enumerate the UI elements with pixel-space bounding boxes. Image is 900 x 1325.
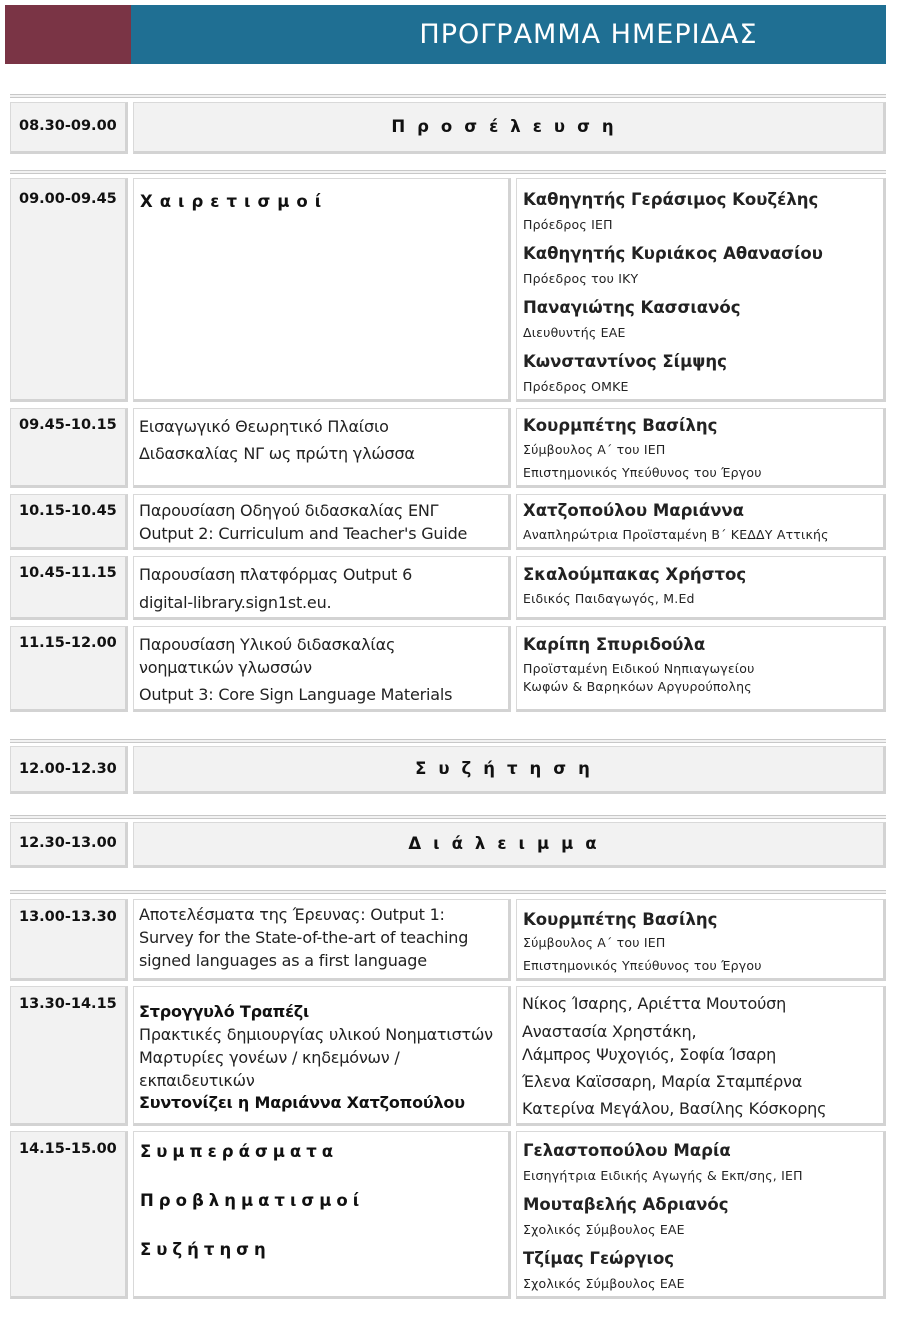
speakers-cell bbox=[516, 494, 886, 550]
session-time: 10.45-11.15 bbox=[19, 565, 117, 581]
session-content bbox=[133, 626, 511, 712]
session-banner bbox=[133, 102, 886, 154]
session-time: 12.00-12.30 bbox=[19, 761, 117, 777]
session-time: 09.45-10.15 bbox=[19, 417, 117, 433]
participant-line: Αναστασία Χρηστάκη, bbox=[522, 1022, 697, 1041]
session-line: Παρουσίαση Οδηγού διδασκαλίας ΕΝΓ bbox=[139, 501, 439, 520]
participant-line: Έλενα Καϊσσαρη, Μαρία Σταμπέρνα bbox=[522, 1072, 803, 1091]
time-cell bbox=[10, 822, 128, 868]
session-time: 12.30-13.00 bbox=[19, 835, 117, 851]
session-line: Output 3: Core Sign Language Materials bbox=[139, 685, 453, 704]
session-line: Παρουσίαση πλατφόρμας Output 6 bbox=[139, 565, 413, 584]
participant-line: Κατερίνα Μεγάλου, Βασίλης Κόσκορης bbox=[522, 1099, 827, 1118]
session-title: Χαιρετισμοί bbox=[140, 192, 329, 211]
session-line: Survey for the State-of-the-art of teaching bbox=[139, 928, 469, 947]
time-cell bbox=[10, 986, 128, 1126]
session-line: Παρουσίαση Υλικού διδασκαλίας bbox=[139, 635, 396, 654]
session-topic: Συζήτηση bbox=[140, 1240, 271, 1259]
session-time: 13.00-13.30 bbox=[19, 909, 117, 925]
divider bbox=[10, 94, 886, 98]
divider bbox=[10, 170, 886, 174]
session-line: νοηματικών γλωσσών bbox=[139, 658, 312, 677]
session-line: signed languages as a first language bbox=[139, 951, 427, 970]
speakers-cell bbox=[516, 1131, 886, 1299]
session-title: Στρογγυλό Τραπέζι bbox=[139, 1002, 310, 1021]
session-content bbox=[133, 494, 511, 550]
session-content bbox=[133, 408, 511, 488]
session-line: Μαρτυρίες γονέων / κηδεμόνων / bbox=[139, 1048, 400, 1067]
session-line: Πρακτικές δημιουργίας υλικού Νοηματιστών bbox=[139, 1025, 493, 1044]
session-time: 14.15-15.00 bbox=[19, 1141, 117, 1157]
speaker-name: Τζίμας Γεώργιος bbox=[523, 1249, 675, 1268]
page-title: ΠΡΟΓΡΑΜΜΑ ΗΜΕΡΙΔΑΣ bbox=[419, 19, 758, 50]
participants-cell bbox=[516, 986, 886, 1126]
speaker-role: Αναπληρώτρια Προϊσταμένη Β΄ ΚΕΔΔΥ Αττικής bbox=[523, 527, 829, 542]
session-banner bbox=[133, 746, 886, 794]
header-accent bbox=[5, 5, 131, 64]
participant-line: Νίκος Ίσαρης, Αριέττα Μουτούση bbox=[522, 994, 787, 1013]
session-line: Output 2: Curriculum and Teacher's Guide bbox=[139, 524, 468, 543]
session-time: 11.15-12.00 bbox=[19, 635, 117, 651]
speaker-name: Παναγιώτης Κασσιανός bbox=[523, 298, 741, 317]
speakers-cell bbox=[516, 178, 886, 402]
speakers-cell bbox=[516, 899, 886, 981]
time-cell bbox=[10, 1131, 128, 1299]
speakers-cell bbox=[516, 408, 886, 488]
speaker-role: Επιστημονικός Υπεύθυνος του Έργου bbox=[523, 465, 762, 480]
time-cell bbox=[10, 556, 128, 620]
divider bbox=[10, 815, 886, 819]
session-topic: Συμπεράσματα bbox=[140, 1142, 339, 1161]
speakers-cell bbox=[516, 556, 886, 620]
time-cell bbox=[10, 408, 128, 488]
time-cell bbox=[10, 626, 128, 712]
speaker-role: Διευθυντής ΕΑΕ bbox=[523, 325, 626, 340]
speaker-name: Καρίπη Σπυριδούλα bbox=[523, 635, 706, 654]
session-content bbox=[133, 556, 511, 620]
session-line: εκπαιδευτικών bbox=[139, 1071, 255, 1090]
speaker-name: Μουταβελής Αδριανός bbox=[523, 1195, 729, 1214]
session-content bbox=[133, 899, 511, 981]
speaker-role: Προϊσταμένη Ειδικού Νηπιαγωγείου bbox=[523, 661, 755, 676]
speaker-role: Πρόεδρος του ΙΚΥ bbox=[523, 271, 639, 286]
speaker-name: Κουρμπέτης Βασίλης bbox=[523, 910, 718, 929]
time-cell bbox=[10, 102, 128, 154]
banner-label: Συζήτηση bbox=[415, 759, 602, 778]
session-content bbox=[133, 986, 511, 1126]
speakers-cell bbox=[516, 626, 886, 712]
session-line: Αποτελέσματα της Έρευνας: Output 1: bbox=[139, 905, 445, 924]
session-content bbox=[133, 1131, 511, 1299]
banner-label: Προσέλευση bbox=[391, 117, 626, 136]
banner-label: Διάλειμμα bbox=[408, 834, 609, 853]
speaker-role: Σύμβουλος Α΄ του ΙΕΠ bbox=[523, 935, 666, 950]
speaker-role: Πρόεδρος ΟΜΚΕ bbox=[523, 379, 629, 394]
participant-line: Λάμπρος Ψυχογιός, Σοφία Ίσαρη bbox=[522, 1045, 777, 1064]
time-cell bbox=[10, 746, 128, 794]
speaker-role: Εισηγήτρια Ειδικής Αγωγής & Εκπ/σης, ΙΕΠ bbox=[523, 1168, 803, 1183]
speaker-role: Επιστημονικός Υπεύθυνος του Έργου bbox=[523, 958, 762, 973]
speaker-name: Κωνσταντίνος Σίμψης bbox=[523, 352, 727, 371]
divider bbox=[10, 739, 886, 743]
session-time: 08.30-09.00 bbox=[19, 118, 117, 134]
time-cell bbox=[10, 899, 128, 981]
time-cell bbox=[10, 494, 128, 550]
speaker-role: Ειδικός Παιδαγωγός, M.Ed bbox=[523, 591, 695, 606]
session-time: 10.15-10.45 bbox=[19, 503, 117, 519]
session-line: Διδασκαλίας ΝΓ ως πρώτη γλώσσα bbox=[139, 444, 415, 463]
speaker-role: Σύμβουλος Α΄ του ΙΕΠ bbox=[523, 442, 666, 457]
moderator: Συντονίζει η Μαριάννα Χατζοπούλου bbox=[139, 1093, 465, 1112]
speaker-name: Σκαλούμπακας Χρήστος bbox=[523, 565, 747, 584]
session-topic: Προβληματισμοί bbox=[140, 1191, 365, 1210]
speaker-name: Γελαστοπούλου Μαρία bbox=[523, 1141, 731, 1160]
session-time: 13.30-14.15 bbox=[19, 996, 117, 1012]
speaker-role: Σχολικός Σύμβουλος ΕΑΕ bbox=[523, 1222, 685, 1237]
divider bbox=[10, 890, 886, 894]
speaker-name: Καθηγητής Κυριάκος Αθανασίου bbox=[523, 244, 823, 263]
speaker-role: Κωφών & Βαρηκόων Αργυρούπολης bbox=[523, 679, 752, 694]
speaker-name: Κουρμπέτης Βασίλης bbox=[523, 416, 718, 435]
speaker-name: Χατζοπούλου Μαριάννα bbox=[523, 501, 745, 520]
speaker-role: Σχολικός Σύμβουλος ΕΑΕ bbox=[523, 1276, 685, 1291]
time-cell bbox=[10, 178, 128, 402]
speaker-name: Καθηγητής Γεράσιμος Κουζέλης bbox=[523, 190, 819, 209]
session-time: 09.00-09.45 bbox=[19, 191, 117, 207]
session-line: digital-library.sign1st.eu. bbox=[139, 593, 332, 612]
session-content bbox=[133, 178, 511, 402]
speaker-role: Πρόεδρος ΙΕΠ bbox=[523, 217, 613, 232]
session-line: Εισαγωγικό Θεωρητικό Πλαίσιο bbox=[139, 417, 389, 436]
session-banner bbox=[133, 822, 886, 868]
